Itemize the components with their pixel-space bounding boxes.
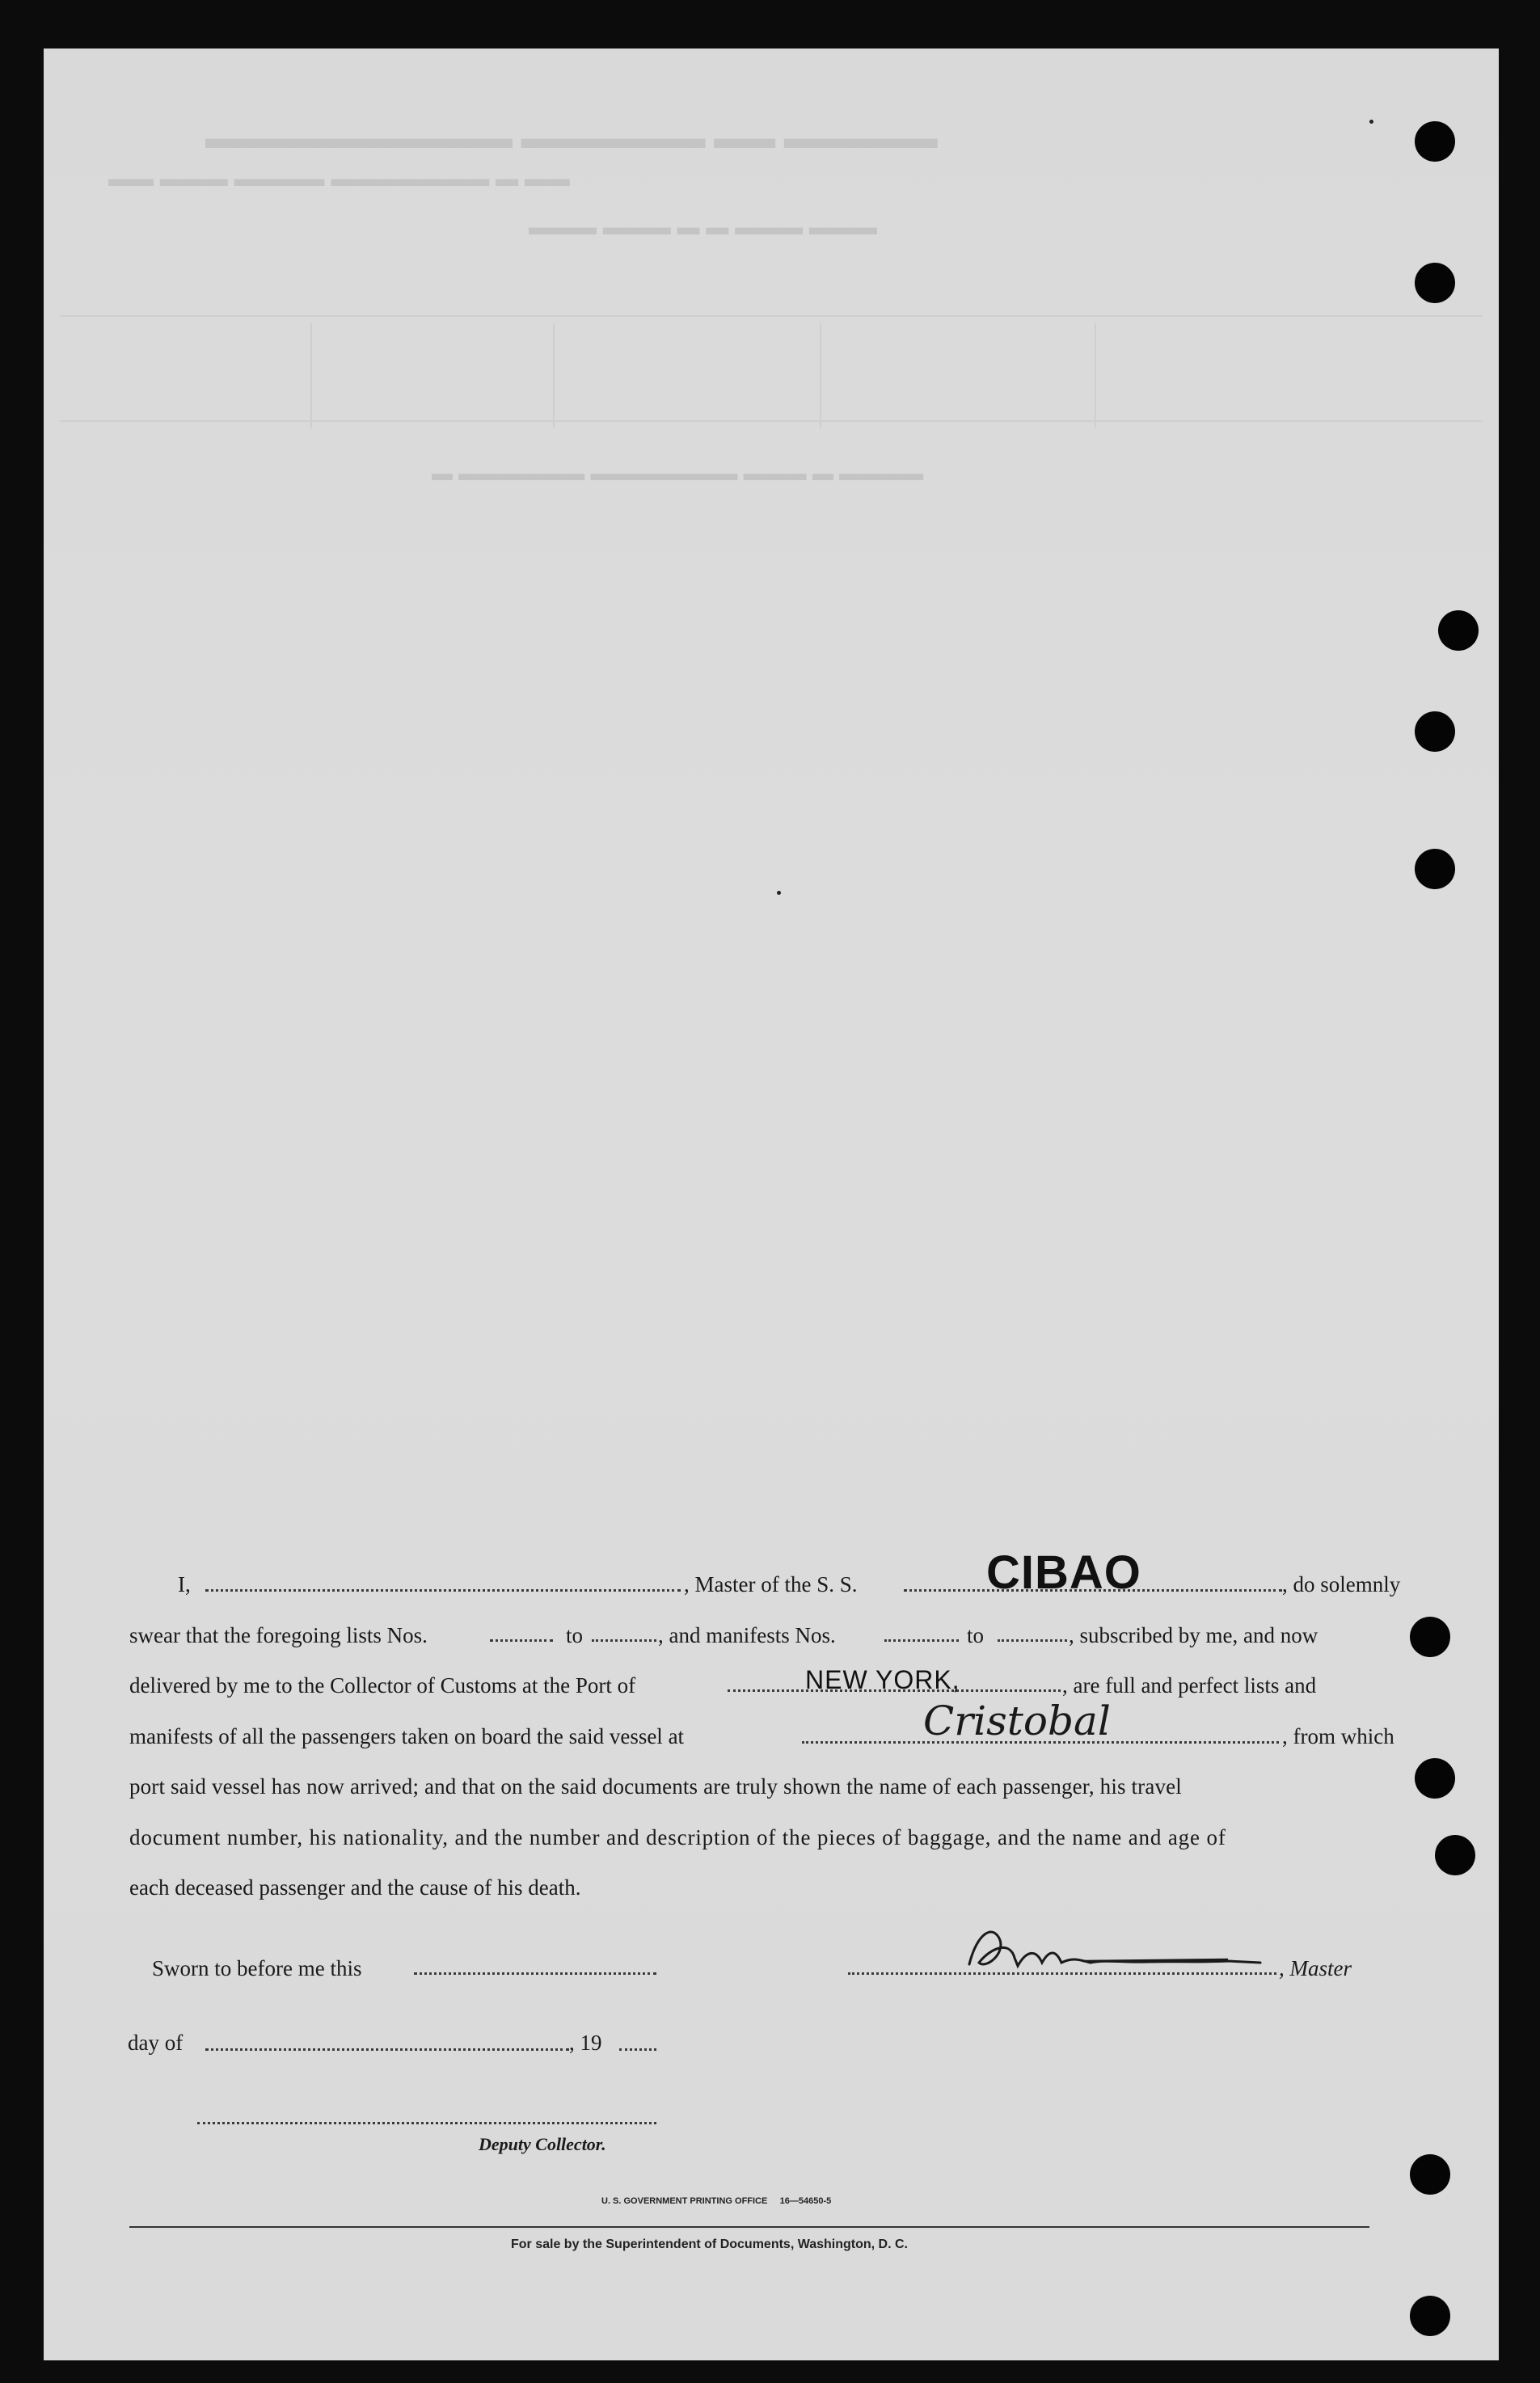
port-name: NEW YORK, [805,1665,960,1694]
oath-to-1: to [566,1623,584,1647]
punch-hole [1438,610,1479,651]
bleed-through-rule [310,323,312,428]
oath-master-of: , Master of the S. S. [684,1572,858,1596]
oath-line-7: each deceased passenger and the cause of his death. [129,1875,581,1900]
departure-port: Cristobal [923,1698,1111,1744]
day-of-label: day of [128,2031,184,2055]
oath-to-2: to [967,1623,985,1647]
punch-hole [1410,1617,1450,1657]
oath-lists-nos: swear that the foregoing lists Nos. [129,1623,428,1647]
bleed-through-heading: ▬▬ ▬▬▬ ▬▬▬▬ ▬▬▬▬▬▬▬ ▬ ▬▬ [108,166,570,191]
punch-hole [1415,711,1455,752]
bleed-through-heading: ▬▬▬ ▬▬▬ ▬ ▬ ▬▬▬ ▬▬▬ [529,214,877,239]
master-signature-text: Christensen [961,1916,965,1917]
deputy-collector-field[interactable] [197,2122,656,2124]
oath-full-perfect: , are full and perfect lists and [1062,1673,1317,1698]
punch-hole [1415,1758,1455,1799]
punch-hole [1415,849,1455,889]
bleed-through-rule [60,315,1483,317]
gpo-imprint: U. S. GOVERNMENT PRINTING OFFICE 16—54650-5 [601,2196,832,2206]
sworn-day-field[interactable] [414,1972,656,1975]
bleed-through-heading: ▬▬▬▬▬ ▬▬ ▬▬▬▬▬▬ ▬▬▬▬▬▬▬▬▬▬ [205,121,938,155]
oath-manifests-nos: , and manifests Nos. [658,1623,836,1647]
master-signature [961,1916,1268,1980]
year-prefix: , 19 [569,2031,602,2055]
bleed-through-rule [820,323,821,428]
oath-subscribed: , subscribed by me, and now [1069,1623,1318,1647]
master-name-field[interactable] [205,1589,681,1592]
scan-speck [1369,120,1373,124]
manifest-page [44,49,1499,2360]
punch-hole [1410,2154,1450,2195]
manifests-from-field[interactable] [884,1639,959,1642]
footer-rule [129,2226,1369,2228]
bleed-through-rule [60,420,1483,422]
lists-from-field[interactable] [490,1639,553,1642]
punch-hole [1415,263,1455,303]
scan-speck [777,891,781,895]
punch-hole [1415,121,1455,162]
deputy-collector-label: Deputy Collector. [479,2134,606,2154]
vessel-name: CIBAO [986,1546,1141,1599]
year-field[interactable] [619,2048,656,2051]
oath-delivered: delivered by me to the Collector of Customs at the Port of [129,1673,636,1698]
oath-line-6: document number, his nationality, and the number and description of the pieces of baggage, and the name and age of [129,1825,1226,1849]
oath-from-which: , from which [1282,1724,1394,1748]
oath-manifests-taken: manifests of all the passengers taken on board the said vessel at [129,1724,685,1748]
master-label: , Master [1279,1956,1352,1980]
manifests-to-field[interactable] [998,1639,1067,1642]
sworn-label: Sworn to before me this [152,1956,362,1980]
bleed-through-rule [1095,323,1096,428]
bleed-through-heading: ▬ ▬▬▬▬▬▬ ▬▬▬▬▬▬▬ ▬▬▬ ▬ ▬▬▬▬ [432,461,924,485]
oath-do-solemnly: , do solemnly [1282,1572,1401,1596]
oath-line-5: port said vessel has now arrived; and that on the said documents are truly shown the name of each passenger, his travel [129,1774,1182,1799]
bleed-through-rule [553,323,555,428]
day-of-month-field[interactable] [205,2048,569,2051]
punch-hole [1410,2296,1450,2336]
sale-imprint: For sale by the Superintendent of Documents, Washington, D. C. [511,2237,908,2251]
oath-i: I, [178,1572,191,1596]
punch-hole [1435,1835,1475,1875]
lists-to-field[interactable] [592,1639,656,1642]
